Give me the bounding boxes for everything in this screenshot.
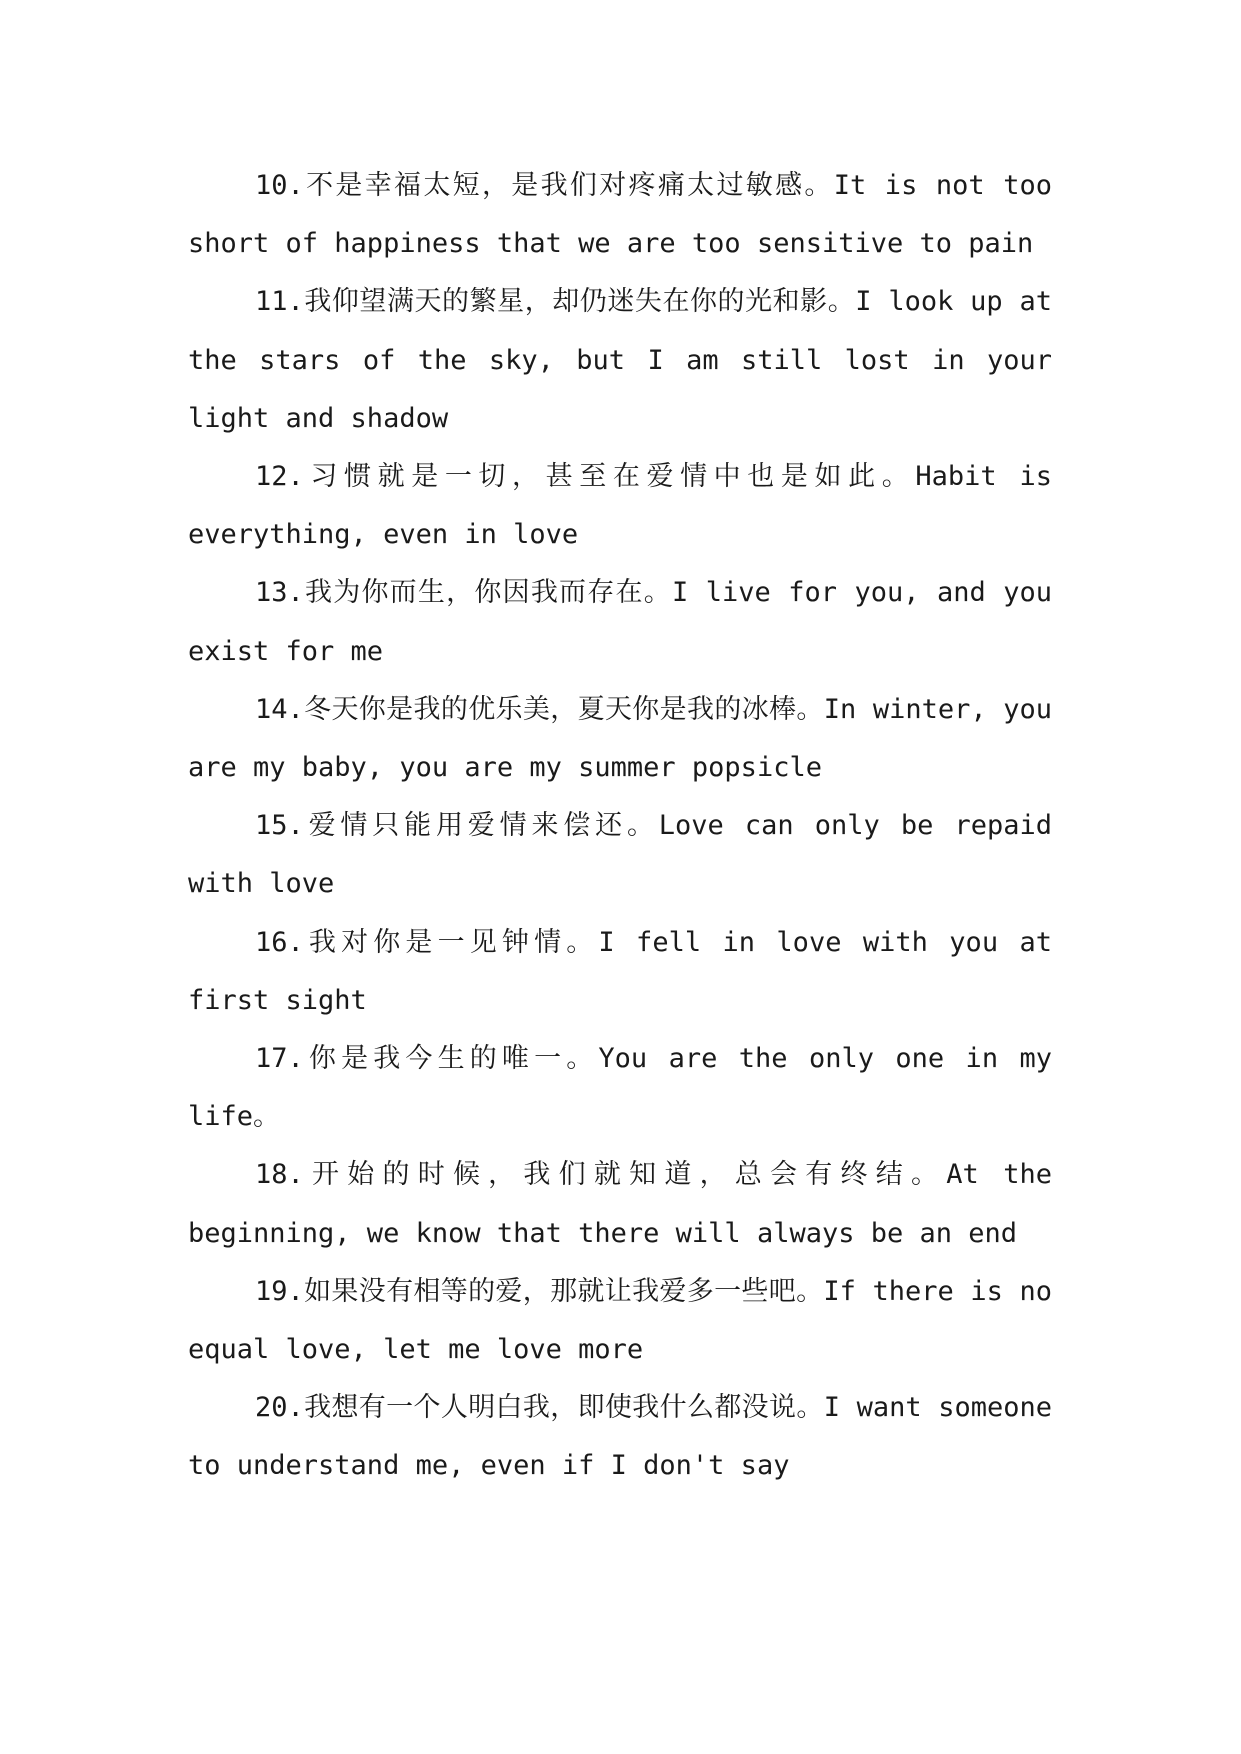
paragraph-14: 14.冬天你是我的优乐美，夏天你是我的冰棒。In winter, you are my baby, you are my summer popsicle bbox=[188, 693, 1052, 784]
paragraph-20: 20.我想有一个人明白我，即使我什么都没说。I want someone to understand me, even if I don't say bbox=[188, 1392, 1052, 1482]
paragraph-11: 11.我仰望满天的繁星，却仍迷失在你的光和影。I look up at the stars of the sky, but I am still lost in your light and shadow bbox=[188, 286, 1052, 434]
document-body bbox=[188, 157, 1052, 1496]
paragraph-15: 15.爱情只能用爱情来偿还。Love can only be repaid with love bbox=[188, 810, 1052, 900]
paragraph-10: 10.不是幸福太短，是我们对疼痛太过敏感。It is not too short of happiness that we are too sensitive to pain bbox=[188, 170, 1052, 260]
paragraph-13: 13.我为你而生，你因我而存在。I live for you, and you exist for me bbox=[188, 577, 1052, 667]
paragraph-18: 18.开始的时候，我们就知道，总会有终结。At the beginning, we know that there will always be an end bbox=[188, 1159, 1052, 1249]
paragraph-16: 16.我对你是一见钟情。I fell in love with you at first sight bbox=[188, 926, 1052, 1016]
paragraph-17: 17.你是我今生的唯一。You are the only one in my life。 bbox=[188, 1043, 1052, 1133]
paragraph-12: 12.习惯就是一切，甚至在爱情中也是如此。Habit is everything, even in love bbox=[188, 461, 1052, 551]
paragraph-19: 19.如果没有相等的爱，那就让我爱多一些吧。If there is no equal love, let me love more bbox=[188, 1275, 1052, 1366]
